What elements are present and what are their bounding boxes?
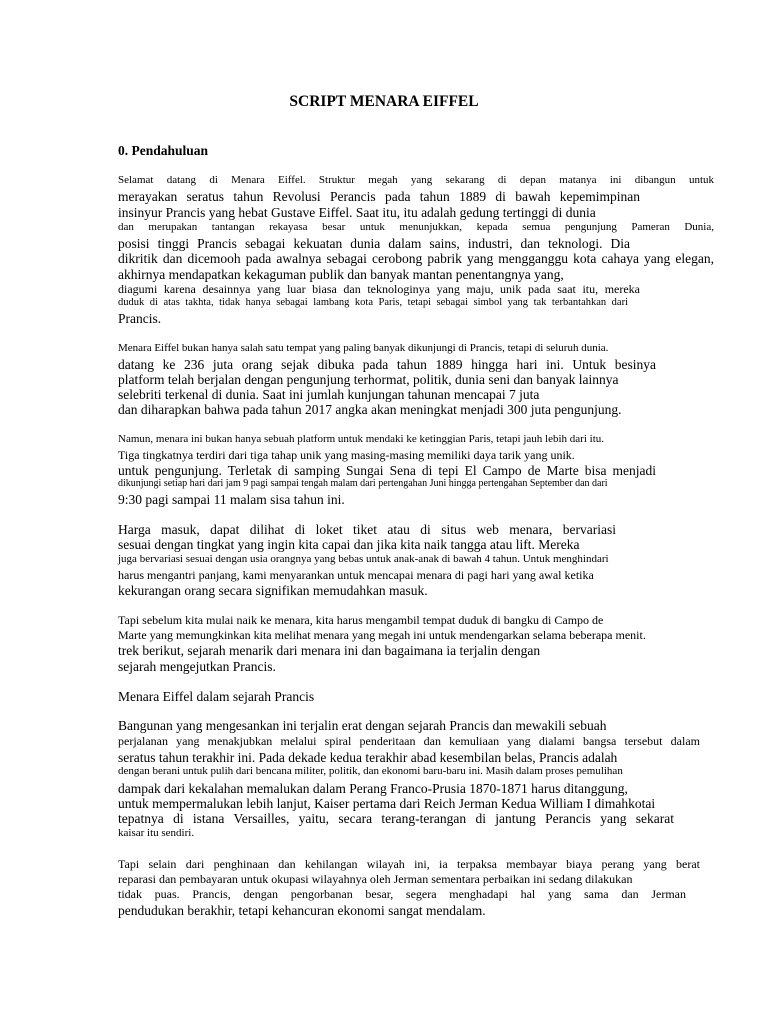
text-line: tepatnya di istana Versailles, yaitu, secara terang-terangan di jantung Perancis yang sekarat xyxy=(118,811,674,826)
text-line: Selamat datang di Menara Eiffel. Struktur megah yang sekarang di depan matanya ini dibangun untuk xyxy=(118,174,714,186)
text-line: sejarah mengejutkan Prancis. xyxy=(118,659,276,674)
text-line: diagumi karena desainnya yang luar biasa dan teknologinya yang maju, unik pada saat itu, mereka xyxy=(118,282,640,296)
text-line: merayakan seratus tahun Revolusi Perancis pada tahun 1889 di bawah kepemimpinan xyxy=(118,189,640,204)
text-line: juga bervariasi sesuai dengan usia orangnya yang bebas untuk anak-anak di bawah 4 tahun. Untuk menghindari xyxy=(118,553,609,565)
text-line: Harga masuk, dapat dilihat di loket tiket atau di situs web menara, bervariasi xyxy=(118,522,616,537)
text-line: dampak dari kekalahan memalukan dalam Perang Franco-Prusia 1870-1871 harus ditanggung, xyxy=(118,781,628,796)
text-line: kaisar itu sendiri. xyxy=(118,827,195,839)
section-heading: 0. Pendahuluan xyxy=(118,143,209,158)
text-line: dan merupakan tantangan rekayasa besar untuk menunjukkan, kepada semua pengunjung Pameran Dunia, xyxy=(118,221,714,233)
text-line: untuk mempermalukan lebih lanjut, Kaiser pertama dari Reich Jerman Kedua William I dimahkotai xyxy=(118,796,656,811)
text-line: Menara Eiffel bukan hanya salah satu tempat yang paling banyak dikunjungi di Prancis, tetapi di seluruh dunia. xyxy=(118,342,609,354)
page-title: SCRIPT MENARA EIFFEL xyxy=(289,93,479,110)
text-line: harus mengantri panjang, kami menyarankan untuk mencapai menara di pagi hari yang awal ketika xyxy=(118,568,594,582)
text-line: 9:30 pagi sampai 11 malam sisa tahun ini. xyxy=(118,492,345,507)
text-line: Tapi selain dari penghinaan dan kehilangan wilayah ini, ia terpaksa membayar biaya perang yang berat xyxy=(118,857,700,871)
text-line: Tiga tingkatnya terdiri dari tiga tahap unik yang masing-masing memiliki daya tarik yang unik. xyxy=(118,448,575,462)
text-line: posisi tinggi Prancis sebagai kekuatan dunia dalam sains, industri, dan teknologi. Dia xyxy=(118,236,630,251)
text-line: insinyur Prancis yang hebat Gustave Eiffel. Saat itu, itu adalah gedung tertinggi di dunia xyxy=(118,205,596,220)
text-line: akhirnya mendapatkan kekaguman publik dan banyak mantan penentangnya yang, xyxy=(118,267,564,282)
text-line: kekurangan orang secara signifikan memudahkan masuk. xyxy=(118,583,428,598)
text-line: pendudukan berakhir, tetapi kehancuran ekonomi sangat mendalam. xyxy=(118,903,486,918)
text-line: platform telah berjalan dengan pengunjung terhormat, politik, dunia seni dan banyak lainnya xyxy=(118,372,619,387)
text-line: selebriti terkenal di dunia. Saat ini jumlah kunjungan tahunan mencapai 7 juta xyxy=(118,387,540,402)
text-line: tidak puas. Prancis, dengan pengorbanan besar, segera menghadapi hal yang sama dan Jerman xyxy=(118,887,686,901)
text-line: Prancis. xyxy=(118,311,162,326)
text-line: trek berikut, sejarah menarik dari menara ini dan bagaimana ia terjalin dengan xyxy=(118,643,541,658)
text-line: dikunjungi setiap hari dari jam 9 pagi sampai tengah malam dari pertengahan Juni hingga pertengahan September dan dari xyxy=(118,478,608,489)
subsection-heading: Menara Eiffel dalam sejarah Prancis xyxy=(118,689,315,704)
text-line: sesuai dengan tingkat yang ingin kita capai dan jika kita naik tangga atau lift. Mereka xyxy=(118,537,580,552)
text-line: Tapi sebelum kita mulai naik ke menara, kita harus mengambil tempat duduk di bangku di Campo de xyxy=(118,613,604,627)
text-line: Namun, menara ini bukan hanya sebuah platform untuk mendaki ke ketinggian Paris, tetapi jauh lebih dari itu. xyxy=(118,433,605,445)
text-line: dikritik dan dicemooh pada awalnya sebagai cerobong pabrik yang mengganggu kota cahaya yang elegan, xyxy=(118,251,714,266)
text-line: Bangunan yang mengesankan ini terjalin erat dengan sejarah Prancis dan mewakili sebuah xyxy=(118,718,607,733)
text-line: perjalanan yang menakjubkan melalui spiral penderitaan dan kemuliaan yang dialami bangsa tersebut dalam xyxy=(118,734,700,748)
text-line: reparasi dan pembayaran untuk okupasi wilayahnya oleh Jerman sementara perbaikan ini sedang dilakukan xyxy=(118,872,633,886)
text-line: duduk di atas takhta, tidak hanya sebagai lambang kota Paris, tetapi sebagai simbol yang tak terbantahkan dari xyxy=(118,297,628,308)
text-line: Marte yang memungkinkan kita melihat menara yang megah ini untuk mendengarkan selama beberapa menit. xyxy=(118,628,646,642)
text-line: untuk pengunjung. Terletak di samping Sungai Sena di tepi El Campo de Marte bisa menjadi xyxy=(118,463,656,478)
text-line: datang ke 236 juta orang sejak dibuka pada tahun 1889 hingga hari ini. Untuk besinya xyxy=(118,357,656,372)
text-line: seratus tahun terakhir ini. Pada dekade kedua terakhir abad kesembilan belas, Prancis adalah xyxy=(118,750,618,765)
text-line: dengan berani untuk pulih dari bencana militer, politik, dan ekonomi baru-baru ini. Masih dalam proses pemulihan xyxy=(118,765,623,777)
text-line: dan diharapkan bahwa pada tahun 2017 angka akan meningkat menjadi 300 juta pengunjung. xyxy=(118,402,622,417)
